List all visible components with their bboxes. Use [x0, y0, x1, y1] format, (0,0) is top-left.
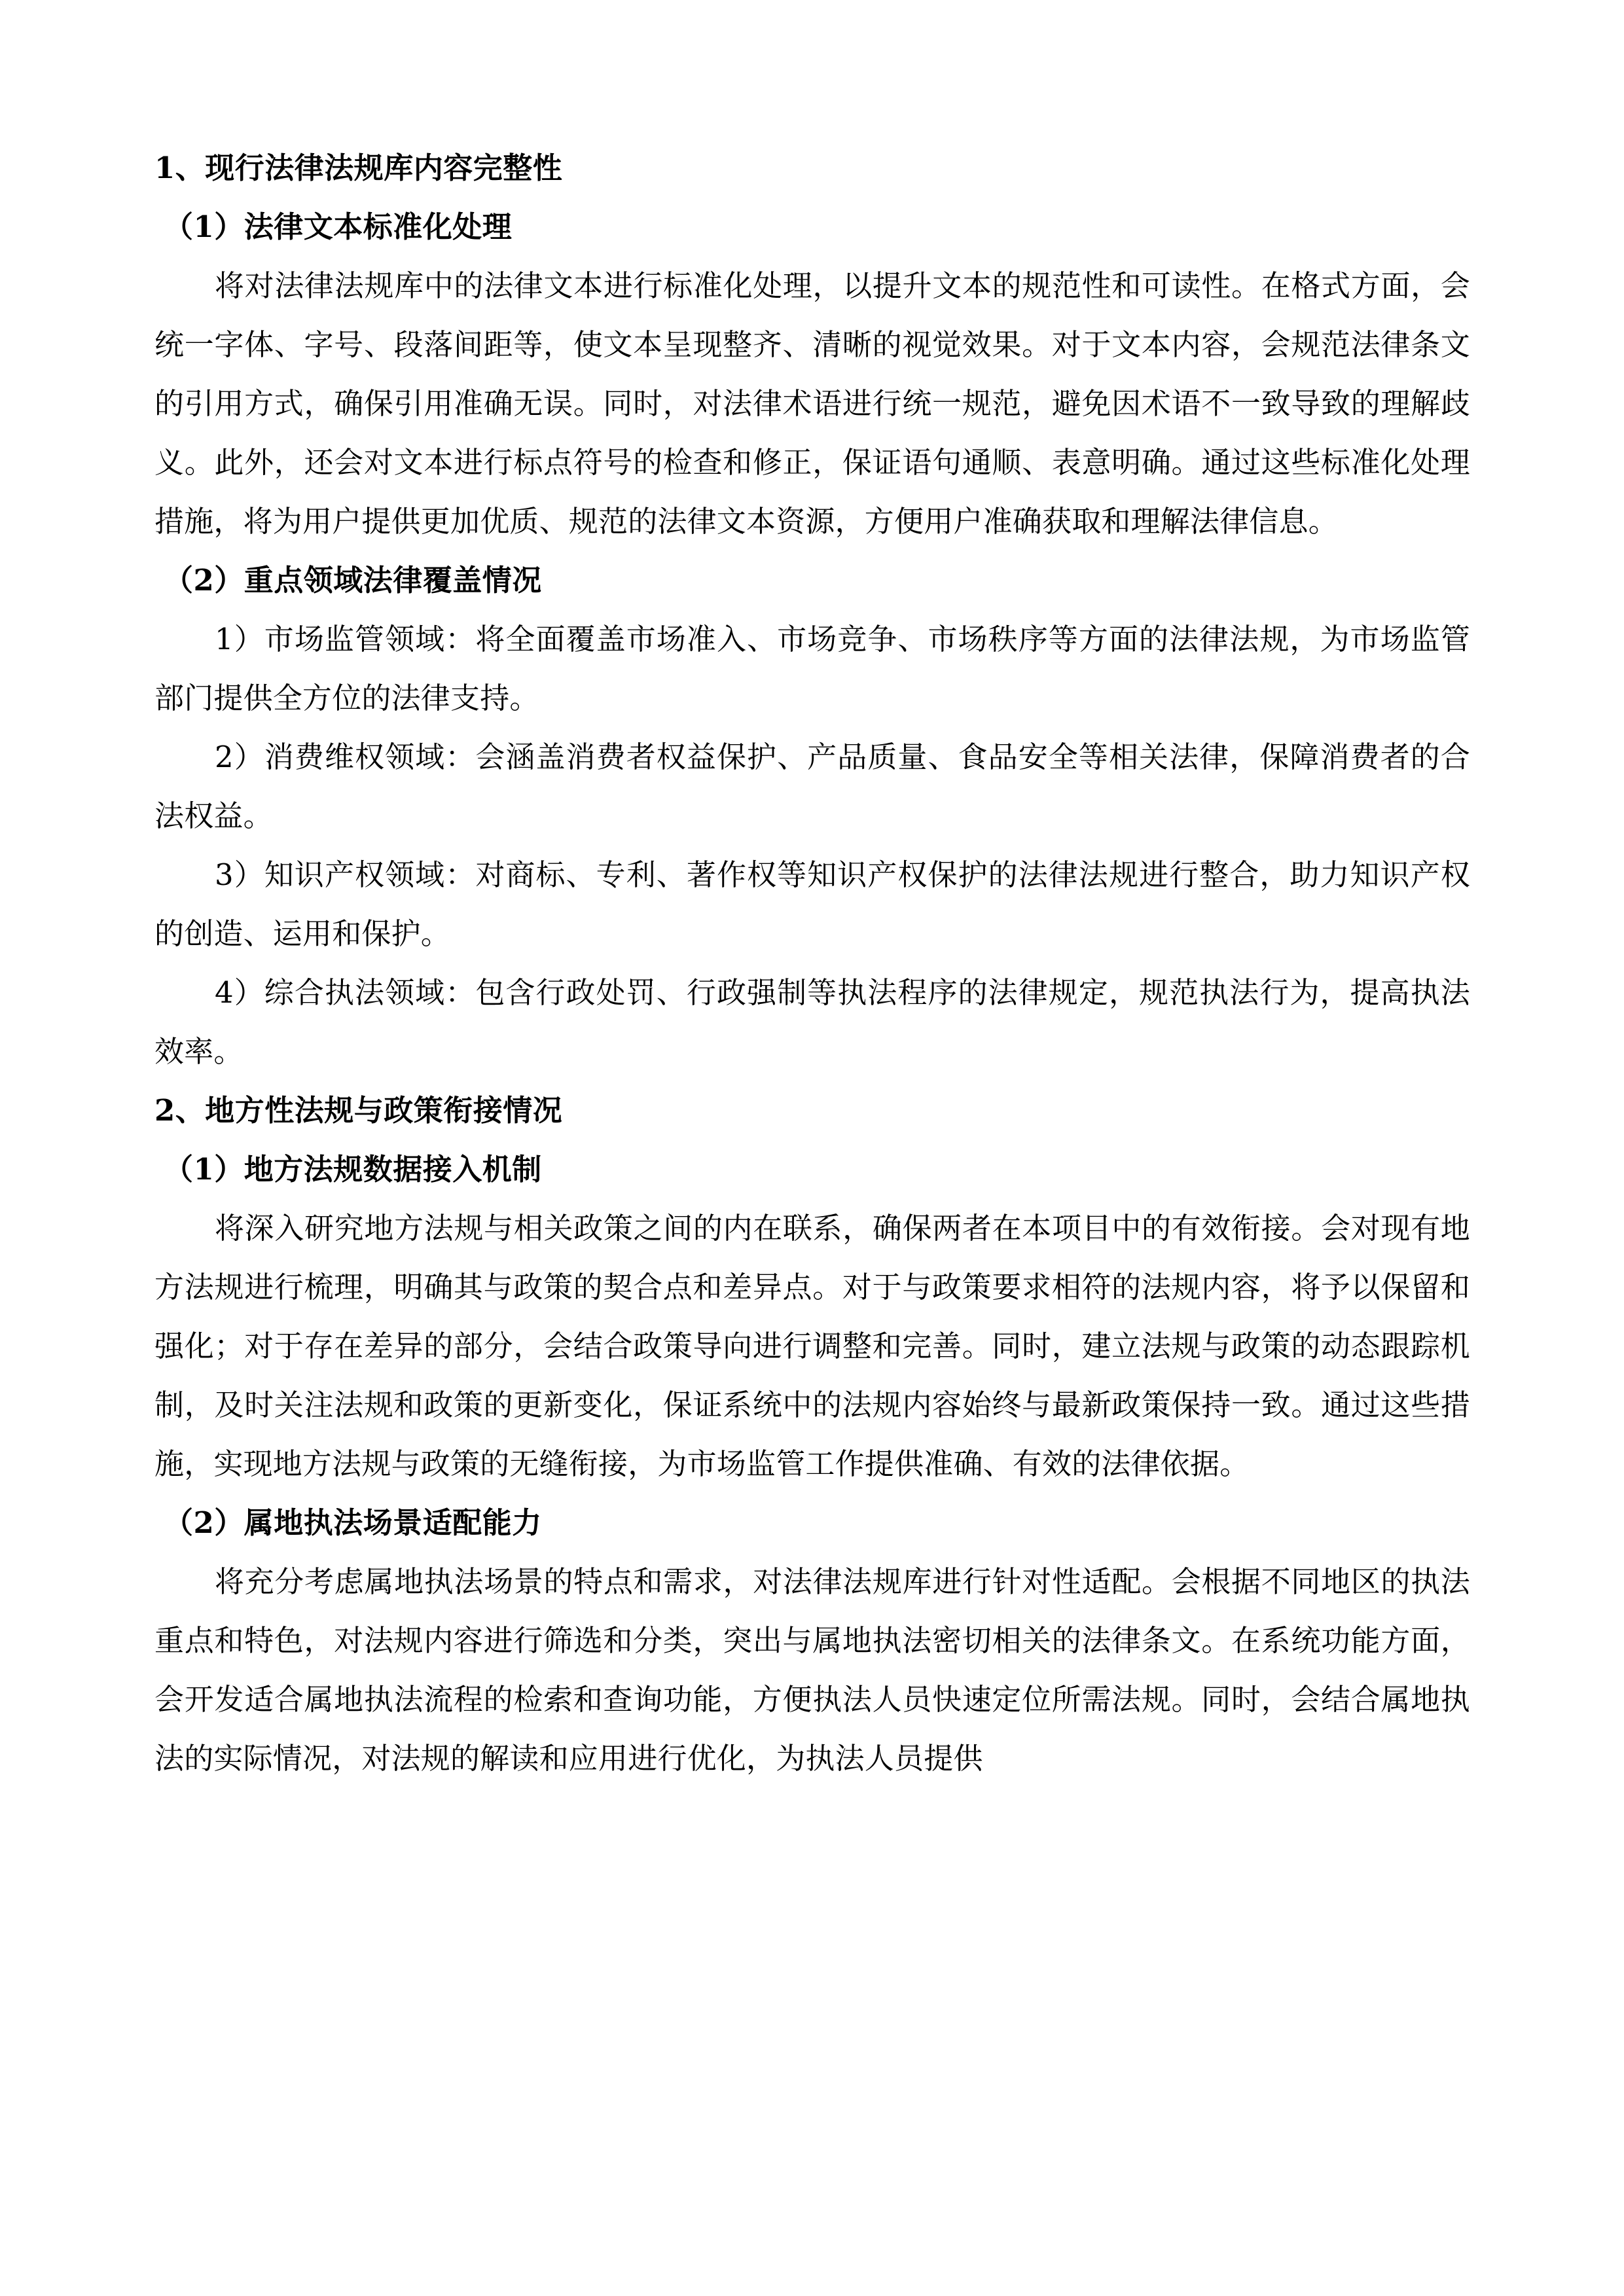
subsection-heading-1-2: （2）重点领域法律覆盖情况	[164, 563, 542, 598]
section-heading-1: 1、现行法律法规库内容完整性	[154, 151, 563, 185]
subsection-heading-2-2: （2）属地执法场景适配能力	[164, 1505, 542, 1540]
paragraph-local-enforcement-adaptation: 将充分考虑属地执法场景的特点和需求，对法律法规库进行针对性适配。会根据不同地区的执法重点和特色，对法规内容进行筛选和分类，突出与属地执法密切相关的法律条文。在系统功能方面，会开发适合属地执法流程的检索和查询功能，方便执法人员快速定位所需法规。同时，会结合属地执法的实际情况，对法规的解读和应用进行优化，为执法人员提供	[154, 1564, 1470, 1776]
document-body	[154, 139, 1470, 1788]
section-heading-2: 2、地方性法规与政策衔接情况	[154, 1093, 563, 1128]
subsection-heading-1-1: （1）法律文本标准化处理	[164, 209, 513, 244]
list-item-consumer-rights: 2）消费维权领域：会涵盖消费者权益保护、产品质量、食品安全等相关法律，保障消费者的合法权益。	[154, 740, 1470, 833]
paragraph-local-regulation-data-access: 将深入研究地方法规与相关政策之间的内在联系，确保两者在本项目中的有效衔接。会对现有地方法规进行梳理，明确其与政策的契合点和差异点。对于与政策要求相符的法规内容，将予以保留和强化；对于存在差异的部分，会结合政策导向进行调整和完善。同时，建立法规与政策的动态跟踪机制，及时关注法规和政策的更新变化，保证系统中的法规内容始终与最新政策保持一致。通过这些措施，实现地方法规与政策的无缝衔接，为市场监管工作提供准确、有效的法律依据。	[154, 1211, 1470, 1481]
list-item-comprehensive-enforcement: 4）综合执法领域：包含行政处罚、行政强制等执法程序的法律规定，规范执法行为，提高执法效率。	[154, 975, 1470, 1069]
subsection-heading-2-1: （1）地方法规数据接入机制	[164, 1152, 542, 1187]
paragraph-legal-text-standardization: 将对法律法规库中的法律文本进行标准化处理，以提升文本的规范性和可读性。在格式方面，会统一字体、字号、段落间距等，使文本呈现整齐、清晰的视觉效果。对于文本内容，会规范法律条文的引用方式，确保引用准确无误。同时，对法律术语进行统一规范，避免因术语不一致导致的理解歧义。此外，还会对文本进行标点符号的检查和修正，保证语句通顺、表意明确。通过这些标准化处理措施，将为用户提供更加优质、规范的法律文本资源，方便用户准确获取和理解法律信息。	[154, 268, 1470, 539]
list-item-market-supervision: 1）市场监管领域：将全面覆盖市场准入、市场竞争、市场秩序等方面的法律法规，为市场监管部门提供全方位的法律支持。	[154, 622, 1470, 715]
list-item-intellectual-property: 3）知识产权领域：对商标、专利、著作权等知识产权保护的法律法规进行整合，助力知识产权的创造、运用和保护。	[154, 857, 1470, 951]
